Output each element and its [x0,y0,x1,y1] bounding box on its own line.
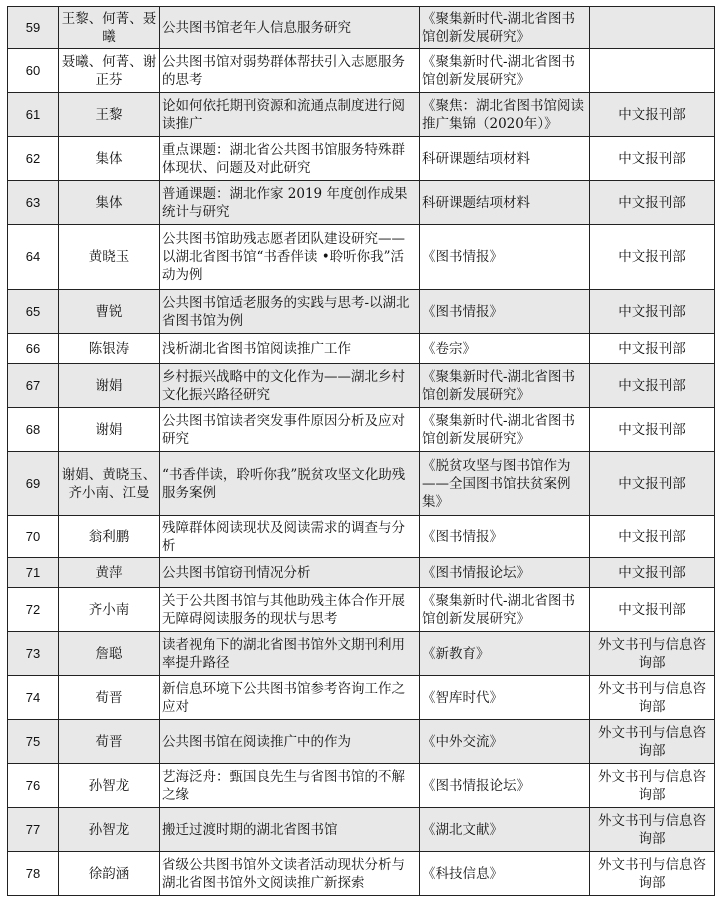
department-cell: 中文报刊部 [590,558,715,588]
title-cell: 公共图书馆对弱势群体帮扶引入志愿服务的思考 [160,49,420,93]
row-number: 76 [8,764,59,808]
table-row [8,852,715,896]
title-cell: 关于公共图书馆与其他助残主体合作开展无障碍阅读服务的现状与思考 [160,588,420,632]
table-row [8,588,715,632]
author-cell: 孙智龙 [59,808,160,852]
publication-cell: 《聚焦：湖北省图书馆阅读推广集锦（2020年）》 [420,93,590,137]
table-row [8,290,715,334]
author-cell: 黄萍 [59,558,160,588]
table-row [8,764,715,808]
department-cell: 中文报刊部 [590,93,715,137]
publication-cell: 《湖北文献》 [420,808,590,852]
title-cell: 省级公共图书馆外文读者活动现状分析与湖北省图书馆外文阅读推广新探索 [160,852,420,896]
publication-cell: 《图书情报论坛》 [420,764,590,808]
table-row [8,137,715,181]
publication-cell: 《脱贫攻坚与图书馆作为——全国图书馆扶贫案例集》 [420,452,590,516]
title-cell: 重点课题：湖北省公共图书馆服务特殊群体现状、问题及对此研究 [160,137,420,181]
author-cell: 荀晋 [59,720,160,764]
author-cell: 王黎、何菁、聂曦 [59,7,160,49]
title-cell: 搬迁过渡时期的湖北省图书馆 [160,808,420,852]
department-cell: 中文报刊部 [590,334,715,364]
author-cell: 王黎 [59,93,160,137]
table-row [8,408,715,452]
publication-cell: 《聚集新时代-湖北省图书馆创新发展研究》 [420,7,590,49]
title-cell: 读者视角下的湖北省图书馆外文期刊利用率提升路径 [160,632,420,676]
department-cell: 外文书刊与信息咨询部 [590,764,715,808]
table-row [8,181,715,225]
department-cell: 中文报刊部 [590,516,715,558]
publication-cell: 《卷宗》 [420,334,590,364]
department-cell: 中文报刊部 [590,137,715,181]
department-cell: 中文报刊部 [590,225,715,290]
publication-cell: 《聚集新时代-湖北省图书馆创新发展研究》 [420,49,590,93]
author-cell: 集体 [59,181,160,225]
department-cell: 中文报刊部 [590,452,715,516]
row-number: 77 [8,808,59,852]
publication-cell: 科研课题结项材料 [420,137,590,181]
row-number: 64 [8,225,59,290]
publication-cell: 科研课题结项材料 [420,181,590,225]
author-cell: 荀晋 [59,676,160,720]
publication-cell: 《智库时代》 [420,676,590,720]
title-cell: 浅析湖北省图书馆阅读推广工作 [160,334,420,364]
table-row [8,49,715,93]
title-cell: 公共图书馆在阅读推广中的作为 [160,720,420,764]
title-cell: “书香伴读，聆听你我”脱贫攻坚文化助残服务案例 [160,452,420,516]
table-row [8,632,715,676]
title-cell: 公共图书馆适老服务的实践与思考-以湖北省图书馆为例 [160,290,420,334]
title-cell: 残障群体阅读现状及阅读需求的调查与分析 [160,516,420,558]
department-cell: 中文报刊部 [590,290,715,334]
table-row [8,808,715,852]
row-number: 75 [8,720,59,764]
publication-cell: 《图书情报论坛》 [420,558,590,588]
publication-cell: 《图书情报》 [420,516,590,558]
title-cell: 论如何依托期刊资源和流通点制度进行阅读推广 [160,93,420,137]
row-number: 66 [8,334,59,364]
publication-cell: 《中外交流》 [420,720,590,764]
author-cell: 齐小南 [59,588,160,632]
author-cell: 谢娟 [59,408,160,452]
publications-table [7,6,715,896]
row-number: 61 [8,93,59,137]
title-cell: 公共图书馆助残志愿者团队建设研究——以湖北省图书馆“书香伴读 •聆听你我”活动为例 [160,225,420,290]
author-cell: 曹锐 [59,290,160,334]
department-cell: 中文报刊部 [590,181,715,225]
title-cell: 公共图书馆读者突发事件原因分析及应对研究 [160,408,420,452]
publication-cell: 《聚集新时代-湖北省图书馆创新发展研究》 [420,588,590,632]
row-number: 73 [8,632,59,676]
publication-cell: 《新教育》 [420,632,590,676]
title-cell: 公共图书馆老年人信息服务研究 [160,7,420,49]
department-cell: 中文报刊部 [590,408,715,452]
row-number: 62 [8,137,59,181]
table-row [8,93,715,137]
publication-cell: 《图书情报》 [420,225,590,290]
table-row [8,334,715,364]
row-number: 69 [8,452,59,516]
author-cell: 谢娟 [59,364,160,408]
department-cell [590,7,715,49]
title-cell: 普通课题：湖北作家 2019 年度创作成果统计与研究 [160,181,420,225]
row-number: 60 [8,49,59,93]
author-cell: 谢娟、黄晓玉、齐小南、江曼 [59,452,160,516]
table-row [8,7,715,49]
title-cell: 公共图书馆窃刊情况分析 [160,558,420,588]
publication-cell: 《聚集新时代-湖北省图书馆创新发展研究》 [420,408,590,452]
row-number: 65 [8,290,59,334]
publication-cell: 《聚集新时代-湖北省图书馆创新发展研究》 [420,364,590,408]
row-number: 74 [8,676,59,720]
author-cell: 徐韵涵 [59,852,160,896]
row-number: 67 [8,364,59,408]
publications-table-body [8,7,715,896]
author-cell: 孙智龙 [59,764,160,808]
department-cell [590,49,715,93]
author-cell: 詹聪 [59,632,160,676]
table-row [8,558,715,588]
department-cell: 外文书刊与信息咨询部 [590,852,715,896]
department-cell: 外文书刊与信息咨询部 [590,632,715,676]
publication-cell: 《图书情报》 [420,290,590,334]
department-cell: 中文报刊部 [590,364,715,408]
row-number: 72 [8,588,59,632]
row-number: 71 [8,558,59,588]
row-number: 78 [8,852,59,896]
department-cell: 外文书刊与信息咨询部 [590,676,715,720]
author-cell: 翁利鹏 [59,516,160,558]
row-number: 68 [8,408,59,452]
table-row [8,676,715,720]
author-cell: 集体 [59,137,160,181]
row-number: 59 [8,7,59,49]
department-cell: 中文报刊部 [590,588,715,632]
row-number: 70 [8,516,59,558]
table-row [8,225,715,290]
title-cell: 新信息环境下公共图书馆参考咨询工作之应对 [160,676,420,720]
author-cell: 陈银涛 [59,334,160,364]
author-cell: 黄晓玉 [59,225,160,290]
table-row [8,364,715,408]
publication-cell: 《科技信息》 [420,852,590,896]
department-cell: 外文书刊与信息咨询部 [590,720,715,764]
title-cell: 乡村振兴战略中的文化作为——湖北乡村文化振兴路径研究 [160,364,420,408]
table-row [8,720,715,764]
author-cell: 聂曦、何菁、谢正芬 [59,49,160,93]
department-cell: 外文书刊与信息咨询部 [590,808,715,852]
table-row [8,516,715,558]
row-number: 63 [8,181,59,225]
title-cell: 艺海泛舟：甄国良先生与省图书馆的不解之缘 [160,764,420,808]
table-row [8,452,715,516]
